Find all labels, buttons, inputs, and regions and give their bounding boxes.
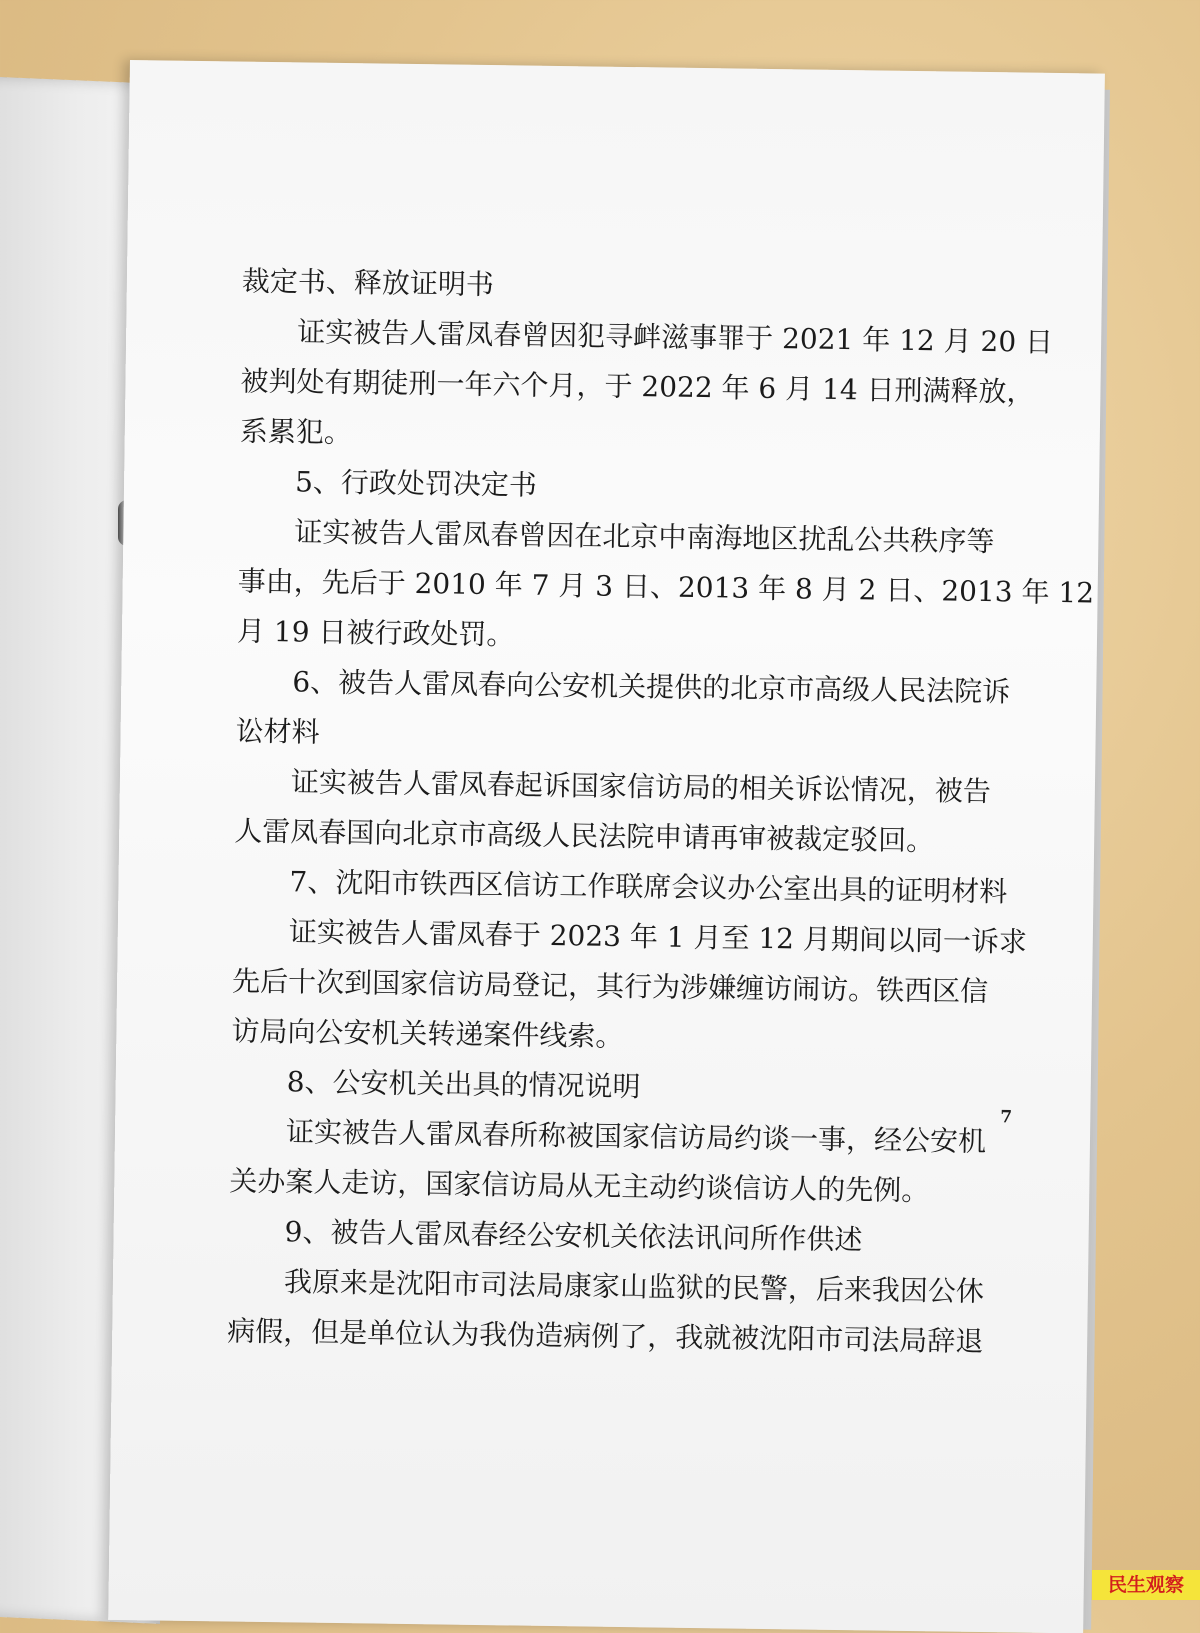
document-line: 关办案人走访，国家信访局从无主动约谈信访人的先例。 [229, 1164, 930, 1208]
document-line: 被判处有期徒刑一年六个月，于 2022 年 6 月 14 日刑满释放， [240, 364, 1035, 409]
document-line: 8、公安机关出具的情况说明 [286, 1065, 641, 1104]
document-line: 裁定书、释放证明书 [241, 264, 495, 302]
document-body [227, 257, 1095, 1368]
document-line: 6、被告人雷凤春向公安机关提供的北京市高级人民法院诉 [292, 665, 1011, 709]
document-page [108, 60, 1105, 1633]
watermark-label: 民生观察 [1092, 1570, 1200, 1600]
document-line: 月 19 日被行政处罚。 [236, 614, 515, 652]
document-line: 9、被告人雷凤春经公安机关依法讯问所作供述 [284, 1215, 863, 1257]
document-line: 人雷凤春国向北京市高级人民法院申请再审被裁定驳回。 [234, 814, 935, 858]
document-line: 证实被告人雷凤春于 2023 年 1 月至 12 月期间以同一诉求 [288, 915, 1028, 959]
document-line: 先后十次到国家信访局登记，其行为涉嫌缠访闹访。铁西区信 [231, 964, 989, 1009]
document-line: 讼材料 [235, 714, 320, 749]
document-line: 系累犯。 [239, 414, 353, 450]
document-line: 我原来是沈阳市司法局康家山监狱的民警，后来我因公休 [283, 1265, 985, 1309]
document-line: 访局向公安机关转递案件线索。 [231, 1014, 624, 1053]
document-line: 5、行政处罚决定书 [294, 465, 538, 502]
document-line: 7、沈阳市铁西区信访工作联席会议办公室出具的证明材料 [289, 865, 1008, 909]
page-number: 7 [1000, 1107, 1013, 1128]
document-line: 证实被告人雷凤春所称被国家信访局约谈一事，经公安机 [285, 1115, 987, 1159]
document-line: 证实被告人雷凤春起诉国家信访局的相关诉讼情况，被告 [290, 765, 992, 809]
document-line: 事由，先后于 2010 年 7 月 3 日、2013 年 8 月 2 日、2013 年 12 [237, 564, 1095, 610]
document-line: 证实被告人雷凤春曾因犯寻衅滋事罪于 2021 年 12 月 20 日 [296, 315, 1054, 359]
document-line: 证实被告人雷凤春曾因在北京中南海地区扰乱公共秩序等 [294, 515, 995, 559]
document-line: 病假，但是单位认为我伪造病例了，我就被沈阳市司法局辞退 [227, 1314, 984, 1359]
